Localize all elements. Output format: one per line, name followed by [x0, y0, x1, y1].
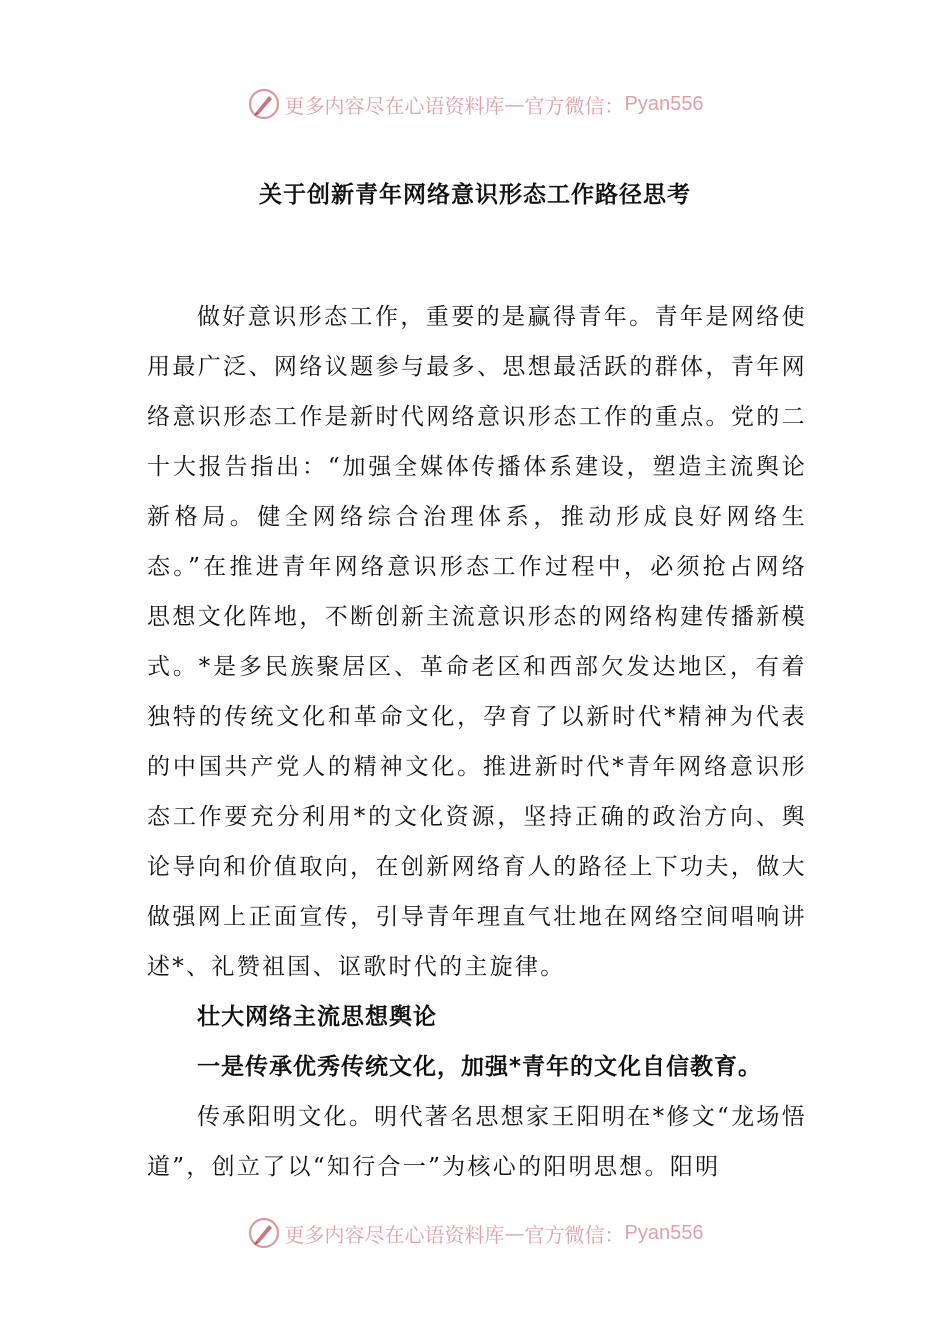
watermark-separator: — [504, 1221, 525, 1245]
paragraph-2: 传承阳明文化。明代著名思想家王阳明在*修文“龙场悟道”，创立了以“知行合一”为核心的阳明思想。阳明 [147, 1104, 807, 1180]
intro-paragraph: 做好意识形态工作，重要的是赢得青年。青年是网络使用最广泛、网络议题参与最多、思想最活跃的群体，青年网络意识形态工作是新时代网络意识形态工作的重点。党的二十大报告指出：“加强全媒体传播体系建设，塑造主流舆论新格局。健全网络综合治理体系，推动形成良好网络生态。”在推进青年网络意识形态工作过程中，必须抢占网络思想文化阵地，不断创新主流意识形态的网络构建传播新模式。*是多民族聚居区、革命老区和西部欠发达地区，有着独特的传统文化和革命文化，孕育了以新时代*精神为代表的中国共产党人的精神文化。推进新时代*青年网络意识形态工作要充分利用*的文化资源，坚持正确的政治方向、舆论导向和价值取向，在创新网络育人的路径上下功夫，做大做强网上正面宣传，引导青年理直气壮地在网络空间唱响讲述*、礼赞祖国、讴歌时代的主旋律。 [147, 304, 807, 980]
subheading: 一是传承优秀传统文化，加强*青年的文化自信教育。 [197, 1054, 763, 1080]
watermark-wechat-id: Pyan556 [624, 1221, 704, 1244]
watermark-wechat-label: 官方微信： [524, 1222, 625, 1247]
section-heading: 壮大网络主流思想舆论 [197, 1004, 437, 1030]
document-body [147, 292, 807, 1192]
watermark-text: 更多内容尽在心语资料库 [284, 1222, 505, 1247]
watermark-separator: — [504, 92, 525, 116]
pen-logo-icon [247, 1216, 281, 1250]
watermark-text: 更多内容尽在心语资料库 [284, 93, 505, 118]
watermark-wechat-id: Pyan556 [624, 92, 704, 115]
document-title: 关于创新青年网络意识形态工作路径思考 [259, 182, 691, 208]
pen-logo-icon [247, 87, 281, 121]
watermark-header [0, 84, 950, 124]
watermark-wechat-label: 官方微信： [524, 93, 625, 118]
watermark-footer [0, 1213, 950, 1253]
